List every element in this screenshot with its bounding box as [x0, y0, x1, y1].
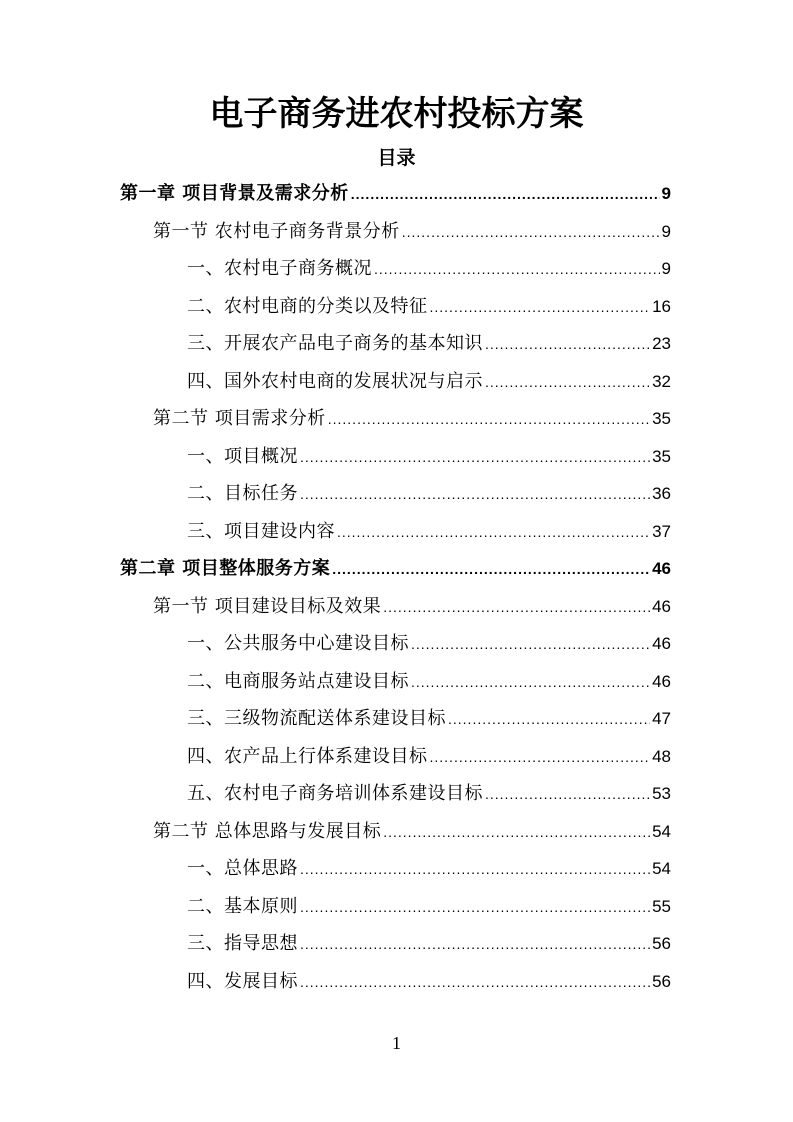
toc-entry-text: 三、项目建设内容: [187, 520, 335, 542]
toc-leader-dots: [300, 439, 650, 477]
toc-page-number: 23: [652, 334, 671, 353]
toc-leader-dots: [383, 589, 650, 627]
toc-entry-chapter-2[interactable]: [0, 550, 793, 588]
toc-entry-item[interactable]: [0, 288, 793, 326]
document-title: 电子商务进农村投标方案: [209, 94, 584, 134]
toc-entry-text: 二、农村电商的分类以及特征: [187, 295, 428, 317]
toc-leader-dots: [485, 326, 650, 364]
toc-page-number: 47: [652, 709, 671, 728]
toc-entry-item[interactable]: [0, 663, 793, 701]
toc-leader-dots: [351, 176, 660, 214]
toc-leader-dots: [300, 851, 650, 889]
toc-entry-item[interactable]: [0, 738, 793, 776]
toc-entry-text: 第二节 项目需求分析: [153, 408, 326, 429]
toc-entry-text: 四、国外农村电商的发展状况与启示: [187, 370, 483, 392]
toc-entry-text: 一、公共服务中心建设目标: [187, 633, 409, 654]
toc-leader-dots: [300, 926, 650, 964]
toc-leader-dots: [430, 739, 651, 777]
toc-entry-text: 一、项目概况: [187, 445, 298, 467]
toc-page-number: 9: [661, 184, 671, 203]
toc-page-number: 46: [652, 671, 671, 691]
table-of-contents: [0, 175, 793, 1000]
toc-leader-dots: [332, 551, 650, 589]
toc-entry-chapter-1[interactable]: [0, 175, 793, 213]
toc-entry-text: 一、总体思路: [187, 858, 298, 879]
toc-page-number: 53: [652, 784, 671, 803]
toc-entry-section[interactable]: [0, 813, 793, 851]
toc-entry-text: 五、农村电子商务培训体系建设目标: [187, 783, 483, 804]
toc-page-number: 37: [652, 521, 671, 541]
toc-entry-item[interactable]: [0, 363, 793, 401]
toc-leader-dots: [402, 214, 660, 252]
toc-page-number: 32: [652, 371, 671, 391]
toc-entry-item[interactable]: [0, 963, 793, 1001]
toc-entry-text: 四、发展目标: [187, 970, 298, 992]
toc-page-number: 36: [652, 484, 671, 503]
toc-page-number: 35: [652, 446, 671, 466]
toc-entry-item[interactable]: [0, 325, 793, 363]
toc-leader-dots: [411, 626, 650, 664]
toc-leader-dots: [328, 401, 650, 439]
toc-page-number: 48: [652, 746, 671, 766]
toc-entry-text: 二、电商服务站点建设目标: [187, 670, 409, 692]
toc-entry-item[interactable]: [0, 475, 793, 513]
toc-entry-item[interactable]: [0, 775, 793, 813]
page-number: 1: [392, 1033, 401, 1053]
toc-leader-dots: [300, 889, 650, 927]
toc-leader-dots: [374, 251, 660, 289]
toc-entry-text: 三、指导思想: [187, 933, 298, 954]
toc-page-number: 54: [652, 821, 671, 841]
toc-page-number: 16: [652, 296, 671, 316]
toc-page-number: 9: [661, 259, 671, 278]
toc-page-number: 35: [652, 409, 671, 428]
toc-leader-dots: [448, 701, 650, 739]
toc-entry-text: 第一章 项目背景及需求分析: [120, 183, 349, 204]
toc-page-number: 9: [661, 221, 671, 241]
toc-entry-item[interactable]: [0, 888, 793, 926]
toc-leader-dots: [300, 476, 650, 514]
toc-entry-text: 三、三级物流配送体系建设目标: [187, 708, 446, 729]
toc-entry-section[interactable]: [0, 400, 793, 438]
toc-entry-section[interactable]: [0, 588, 793, 626]
toc-leader-dots: [300, 964, 650, 1002]
toc-entry-text: 四、农产品上行体系建设目标: [187, 745, 428, 767]
toc-entry-section[interactable]: [0, 213, 793, 251]
toc-entry-text: 第一节 农村电子商务背景分析: [153, 220, 400, 242]
toc-page-number: 56: [652, 934, 671, 953]
toc-leader-dots: [485, 364, 650, 402]
toc-entry-text: 一、农村电子商务概况: [187, 258, 372, 279]
toc-entry-item[interactable]: [0, 925, 793, 963]
toc-entry-text: 第二节 总体思路与发展目标: [153, 820, 382, 842]
toc-leader-dots: [337, 514, 650, 552]
toc-page-number: 46: [652, 634, 671, 653]
toc-entry-item[interactable]: [0, 513, 793, 551]
toc-entry-text: 三、开展农产品电子商务的基本知识: [187, 333, 483, 354]
toc-leader-dots: [411, 664, 650, 702]
toc-leader-dots: [485, 776, 650, 814]
toc-page-number: 56: [652, 971, 671, 991]
toc-page-number: 55: [652, 896, 671, 916]
toc-page-number: 54: [652, 859, 671, 878]
toc-entry-item[interactable]: [0, 850, 793, 888]
toc-entry-item[interactable]: [0, 250, 793, 288]
toc-heading: 目录: [377, 147, 416, 169]
toc-page-number: 46: [652, 559, 671, 578]
toc-entry-text: 第二章 项目整体服务方案: [120, 558, 331, 579]
toc-entry-item[interactable]: [0, 625, 793, 663]
toc-entry-text: 二、目标任务: [187, 483, 298, 504]
toc-leader-dots: [383, 814, 650, 852]
toc-entry-text: 第一节 项目建设目标及效果: [153, 595, 382, 617]
toc-leader-dots: [430, 289, 651, 327]
toc-entry-item[interactable]: [0, 438, 793, 476]
toc-entry-item[interactable]: [0, 700, 793, 738]
toc-page-number: 46: [652, 596, 671, 616]
toc-entry-text: 二、基本原则: [187, 895, 298, 917]
